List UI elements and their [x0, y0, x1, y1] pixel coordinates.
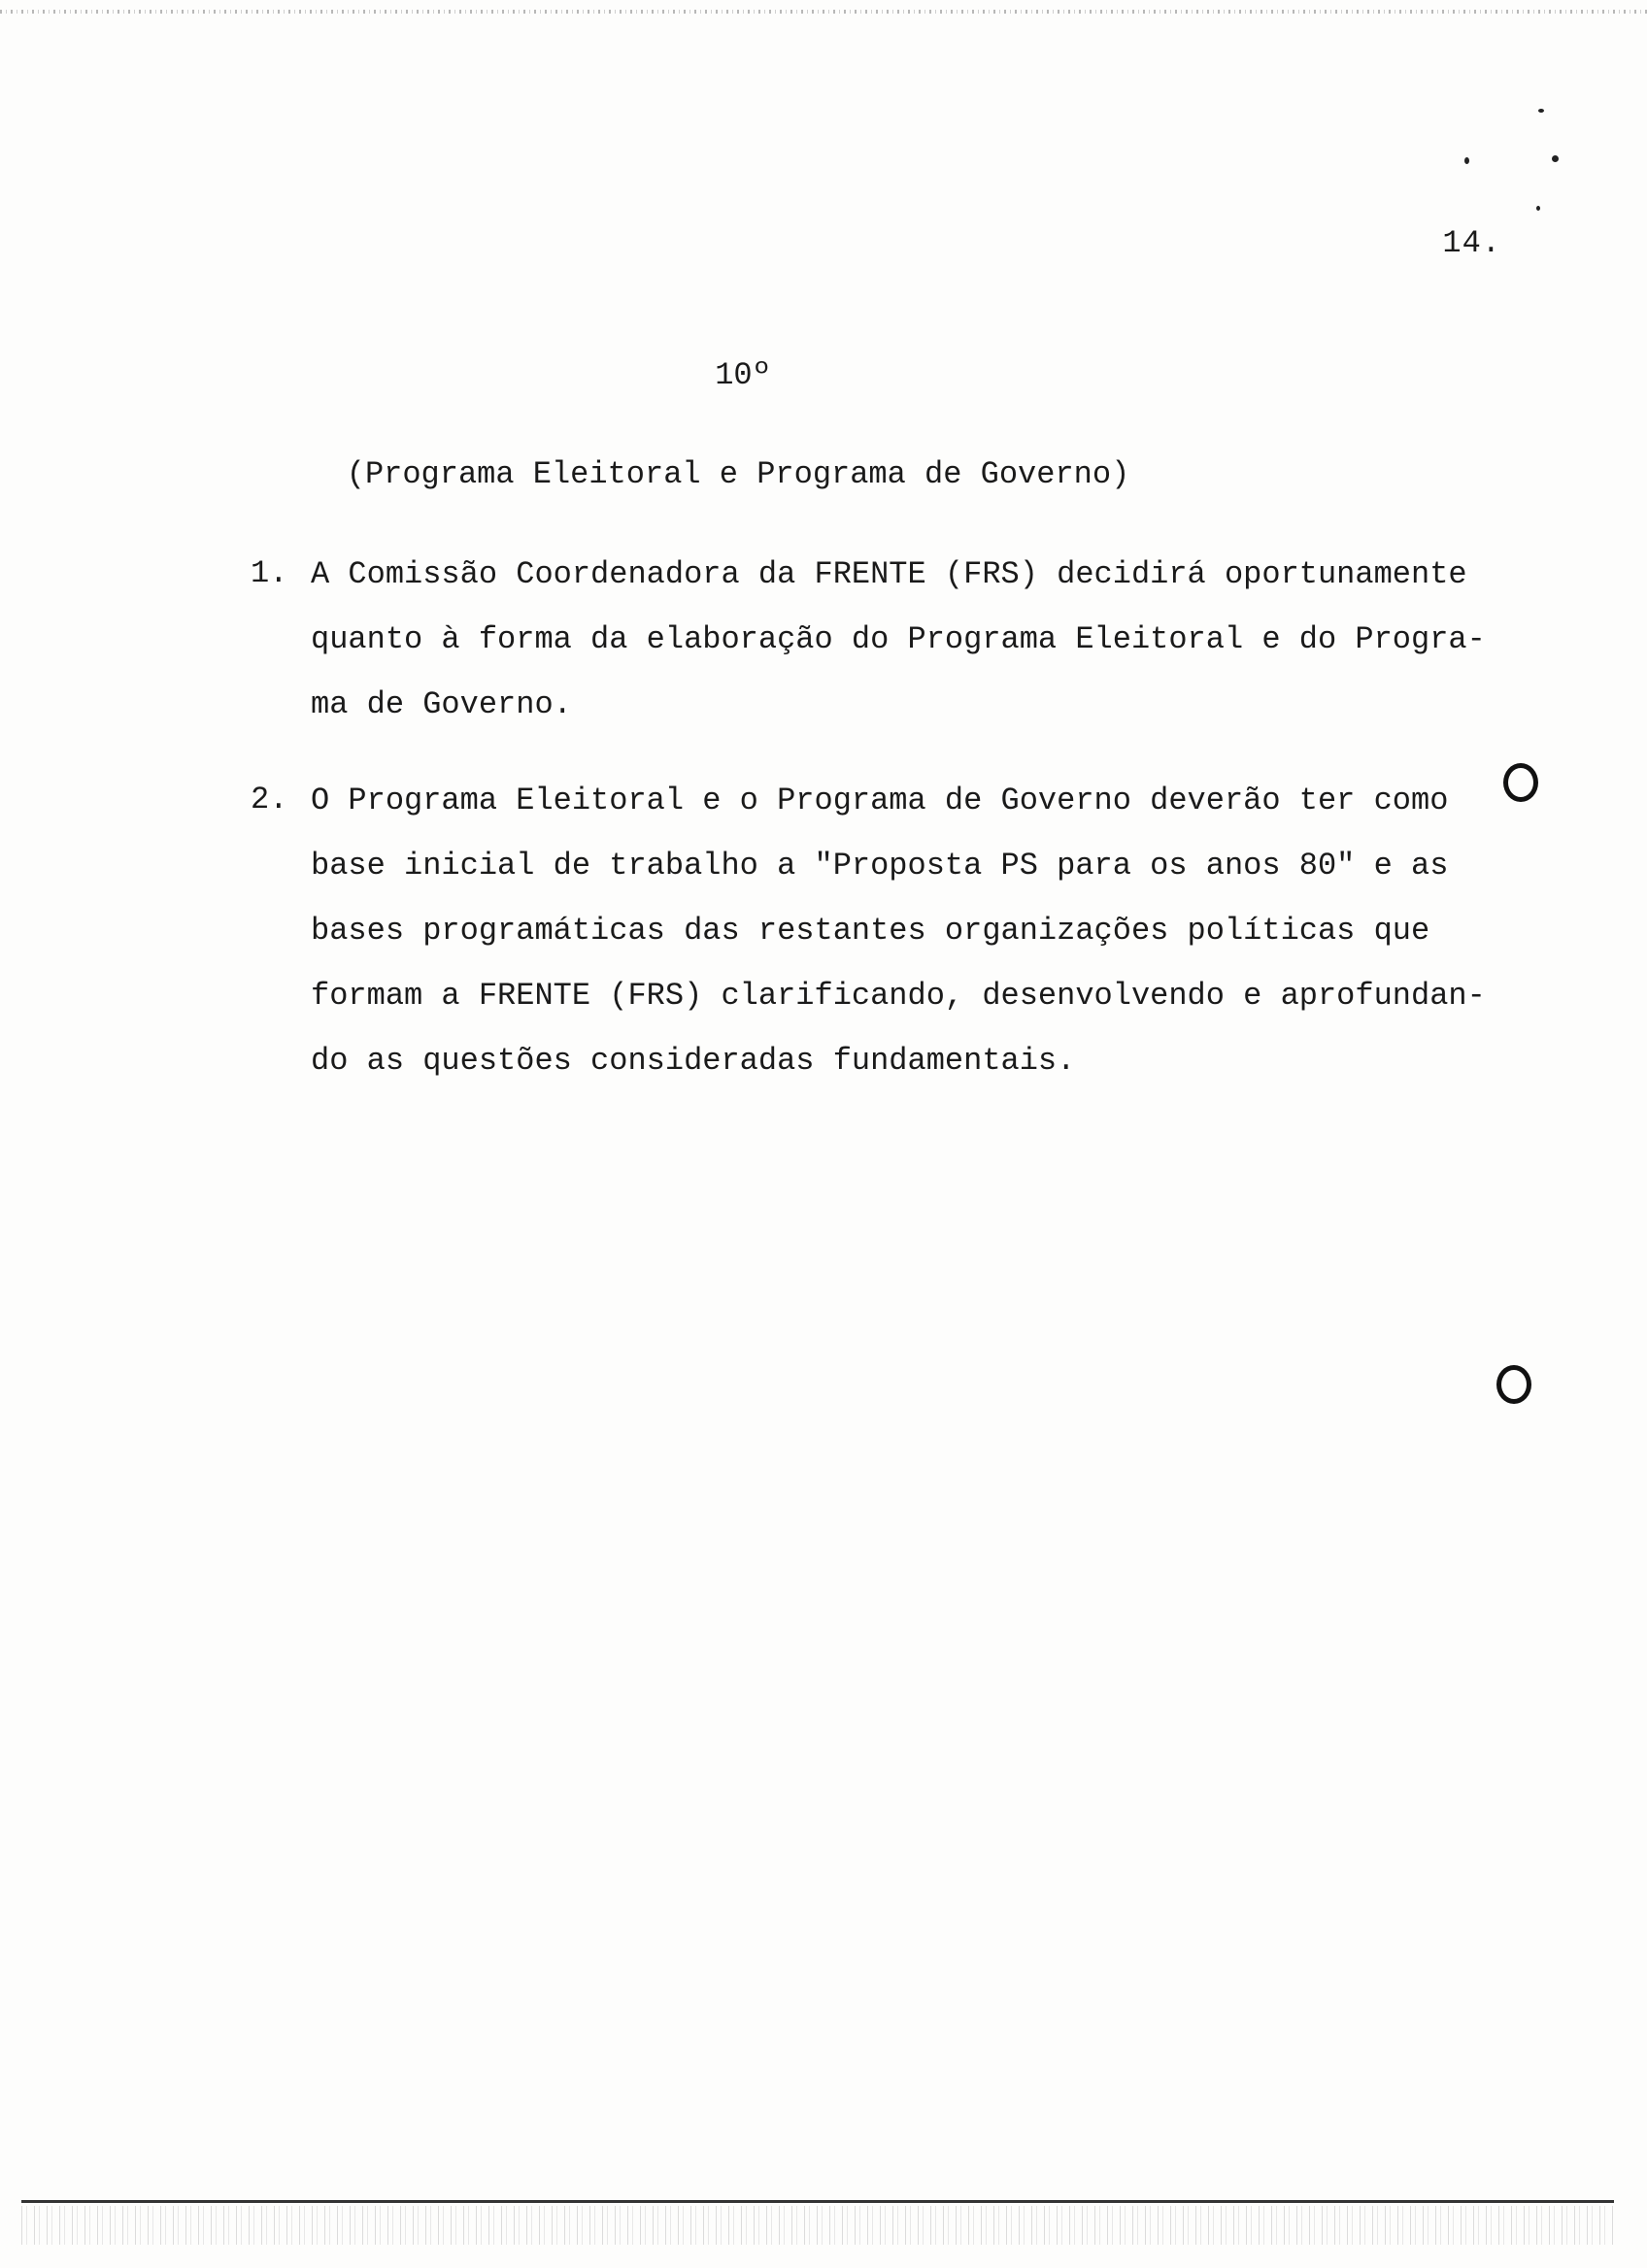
clause-number: 1.	[251, 555, 288, 591]
clause-line: do as questões consideradas fundamentais.	[311, 1043, 1076, 1079]
scan-speck	[1552, 155, 1559, 162]
clause-line: quanto à forma da elaboração do Programa Eleitoral e do Progra-	[311, 621, 1486, 657]
scan-speck	[1536, 206, 1540, 211]
scan-speck	[1538, 109, 1544, 113]
clause-line: base inicial de trabalho a "Proposta PS para os anos 80" e as	[311, 848, 1449, 884]
clause-2	[251, 782, 1523, 1107]
scan-edge-bottom	[21, 2206, 1614, 2245]
clause-line: bases programáticas das restantes organizações políticas que	[311, 913, 1430, 949]
clause-line: ma de Governo.	[311, 686, 572, 722]
scan-speck	[1464, 157, 1469, 164]
scan-edge-top	[0, 10, 1647, 14]
clause-line: formam a FRENTE (FRS) clarificando, desenvolvendo e aprofundan-	[311, 978, 1486, 1014]
punch-hole-icon	[1503, 763, 1538, 802]
section-number: 10º	[715, 357, 771, 393]
clause-number: 2.	[251, 782, 288, 817]
page-number: 14.	[1442, 225, 1501, 261]
clause-1	[251, 555, 1523, 750]
clause-line: A Comissão Coordenadora da FRENTE (FRS) decidirá oportunamente	[311, 556, 1467, 592]
punch-hole-icon	[1496, 1365, 1531, 1404]
bottom-rule	[21, 2200, 1614, 2203]
clause-line: O Programa Eleitoral e o Programa de Governo deverão ter como	[311, 783, 1449, 818]
section-title: (Programa Eleitoral e Programa de Governo)	[346, 456, 1130, 492]
